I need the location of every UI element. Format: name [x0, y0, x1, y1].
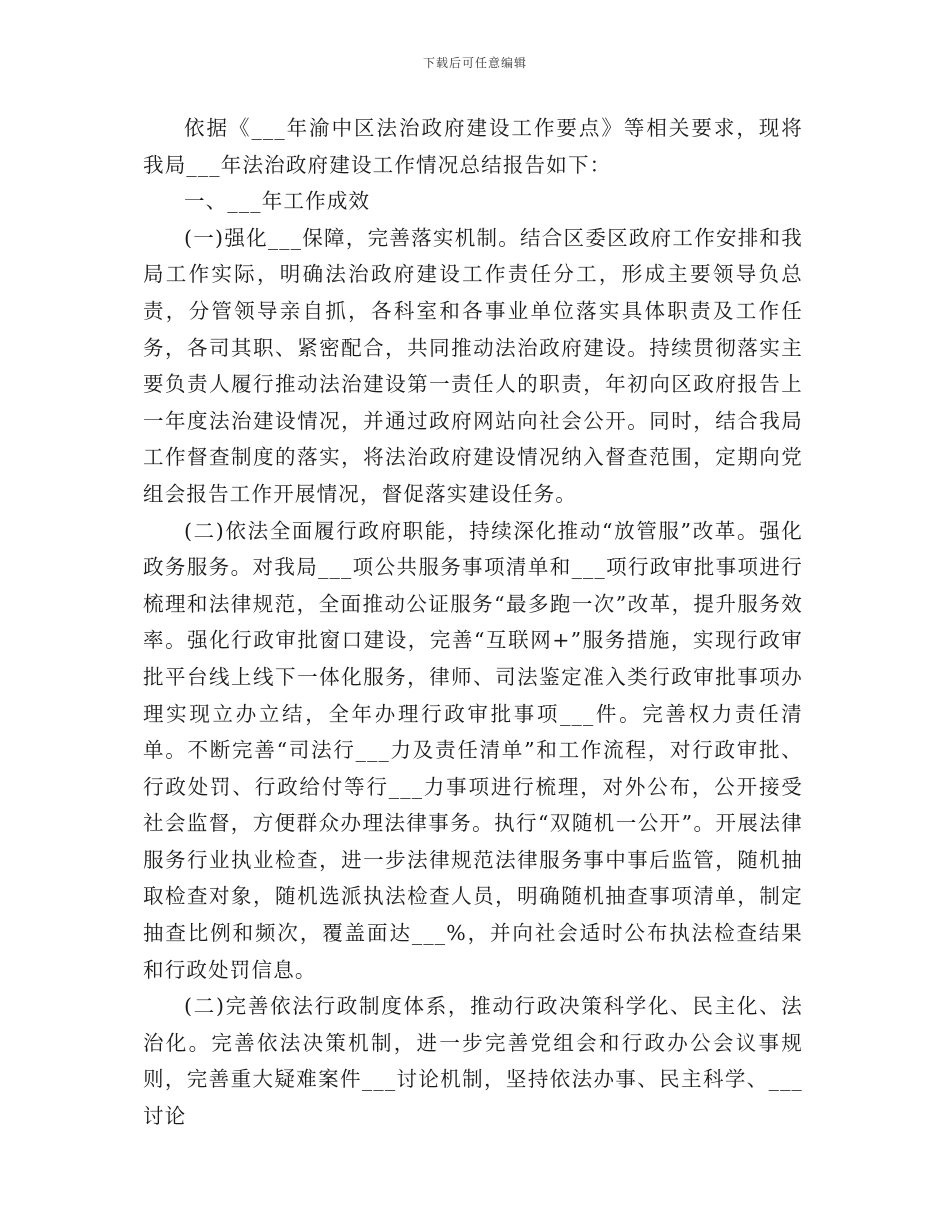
intro-paragraph: 依据《___年渝中区法治政府建设工作要点》等相关要求，现将我局___年法治政府建设工作情况总结报告如下：	[143, 116, 803, 177]
document-body	[143, 110, 803, 1135]
paragraph-administrative-system: (二)完善依法行政制度体系，推动行政决策科学化、民主化、法治化。完善依法决策机制，进一步完善党组会和行政办公会议事规则，完善重大疑难案件___讨论机制，坚持依法办事、民主科学、___讨论	[143, 994, 803, 1129]
section-heading: 一、___年工作成效	[184, 189, 371, 214]
paragraph-accountability: (一)强化___保障，完善落实机制。结合区委区政府工作安排和我局工作实际，明确法治政府建设工作责任分工，形成主要领导负总责，分管领导亲自抓，各科室和各事业单位落实具体职责及工作任务，各司其职、紧密配合，共同推动法治政府建设。持续贯彻落实主要负责人履行推动法治建设第一责任人的职责，年初向区政府报告上一年度法治建设情况，并通过政府网站向社会公开。同时，结合我局工作督查制度的落实，将法治政府建设情况纳入督查范围，定期向党组会报告工作开展情况，督促落实建设任务。	[143, 225, 803, 506]
page-header-note: 下载后可任意编辑	[422, 56, 527, 70]
paragraph-government-functions: (二)依法全面履行政府职能，持续深化推动“放管服”改革。强化政务服务。对我局___项公共服务事项清单和___项行政审批事项进行梳理和法律规范，全面推动公证服务“最多跑一次”改革，提升服务效率。强化行政审批窗口建设，完善“互联网+”服务措施，实现行政审批平台线上线下一体化服务，律师、司法鉴定准入类行政审批事项办理实现立办立结，全年办理行政审批事项___件。完善权力责任清单。不断完善“司法行___力及责任清单”和工作流程，对行政审批、行政处罚、行政给付等行___力事项进行梳理，对外公布，公开接受社会监督，方便群众办理法律事务。执行“双随机一公开”。开展法律服务行业执业检查，进一步法律规范法律服务事中事后监管，随机抽取检查对象，随机选派执法检查人员，明确随机抽查事项清单，制定抽查比例和频次，覆盖面达___%，并向社会适时公布执法检查结果和行政处罚信息。	[143, 518, 803, 982]
